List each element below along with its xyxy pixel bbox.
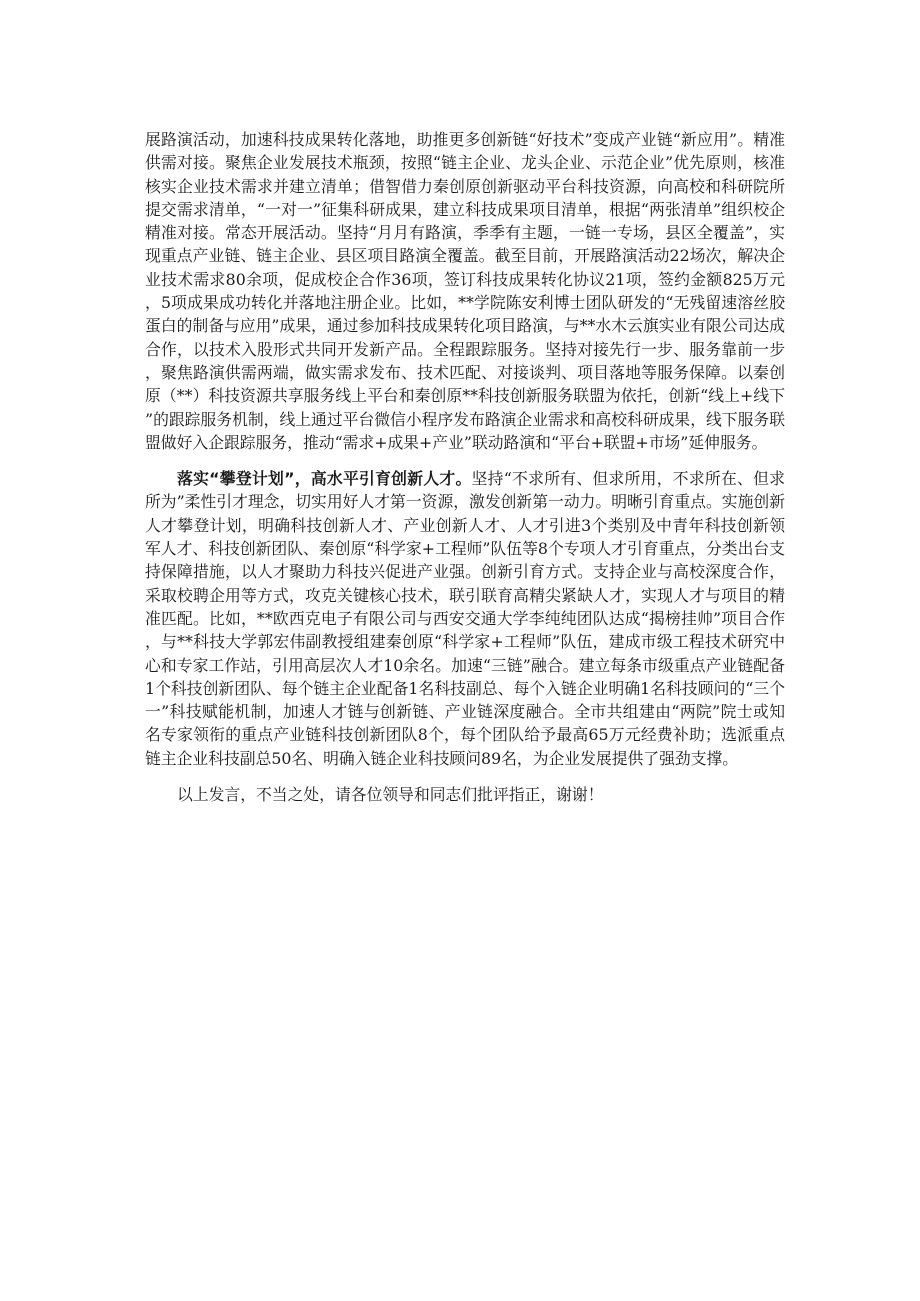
paragraph-talent-plan — [145, 467, 785, 770]
paragraph-body: 坚持“不求所有、但求所用，不求所在、但求所为”柔性引才理念，切实用好人才第一资源，激发创新第一动力。明晰引育重点。实施创新人才攀登计划，明确科技创新人才、产业创新人才、人才引进3个类别及中青年科技创新领军人才、科技创新团队、秦创原“科学家+工程师”队伍等8个专项人才引育重点，分类出台支持保障措施，以人才聚助力科技兴促进产业强。创新引育方式。支持企业与高校深度合作，采取校聘企用等方式，攻克关键核心技术，联引联育高精尖紧缺人才，实现人才与项目的精准匹配。比如，**欧西克电子有限公司与西安交通大学李纯纯团队达成“揭榜挂帅”项目合作，与**科技大学郭宏伟副教授组建秦创原“科学家+工程师”队伍，建成市级工程技术研究中心和专家工作站，引用高层次人才10余名。加速“三链”融合。建立每条市级重点产业链配备1个科技创新团队、每个链主企业配备1名科技副总、每个入链企业明确1名科技顾问的“三个一”科技赋能机制，加速人才链与创新链、产业链深度融合。全市共组建由“两院”院士或知名专家领衔的重点产业链科技创新团队8个，每个团队给予最高65万元经费补助；选派重点链主企业科技副总50名、明确入链企业科技顾问89名，为企业发展提供了强劲支撑。 — [145, 469, 785, 768]
document-page — [145, 128, 785, 819]
paragraph-closing: 以上发言，不当之处，请各位领导和同志们批评指正，谢谢！ — [177, 785, 604, 805]
paragraph-roadshow-services: 展路演活动，加速科技成果转化落地，助推更多创新链“好技术”变成产业链“新应用”。精准供需对接。聚焦企业发展技术瓶颈，按照“链主企业、龙头企业、示范企业”优先原则，核准核实企业技术需求并建立清单；借智借力秦创原创新驱动平台科技资源，向高校和科研院所提交需求清单，“一对一”征集科研成果，建立科技成果项目清单，根据“两张清单”组织校企精准对接。常态开展活动。坚持“月月有路演，季季有主题，一链一专场，县区全覆盖”，实现重点产业链、链主企业、县区项目路演全覆盖。截至目前，开展路演活动22场次，解决企业技术需求80余项，促成校企合作36项，签订科技成果转化协议21项，签约金额825万元，5项成果成功转化并落地注册企业。比如，**学院陈安利博士团队研发的“无残留速溶丝胶蛋白的制备与应用”成果，通过参加科技成果转化项目路演，与**水木云旗实业有限公司达成合作，以技术入股形式共同开发新产品。全程跟踪服务。坚持对接先行一步、服务靠前一步，聚焦路演供需两端，做实需求发布、技术匹配、对接谈判、项目落地等服务保障。以秦创原（**）科技资源共享服务线上平台和秦创原**科技创新服务联盟为依托，创新“线上+线下”的跟踪服务机制，线上通过平台微信小程序发布路演企业需求和高校科研成果，线下服务联盟做好入企跟踪服务，推动“需求+成果+产业”联动路演和“平台+联盟+市场”延伸服务。 — [145, 130, 785, 452]
paragraph-heading: 落实“攀登计划”，高水平引育创新人才。 — [177, 469, 472, 489]
